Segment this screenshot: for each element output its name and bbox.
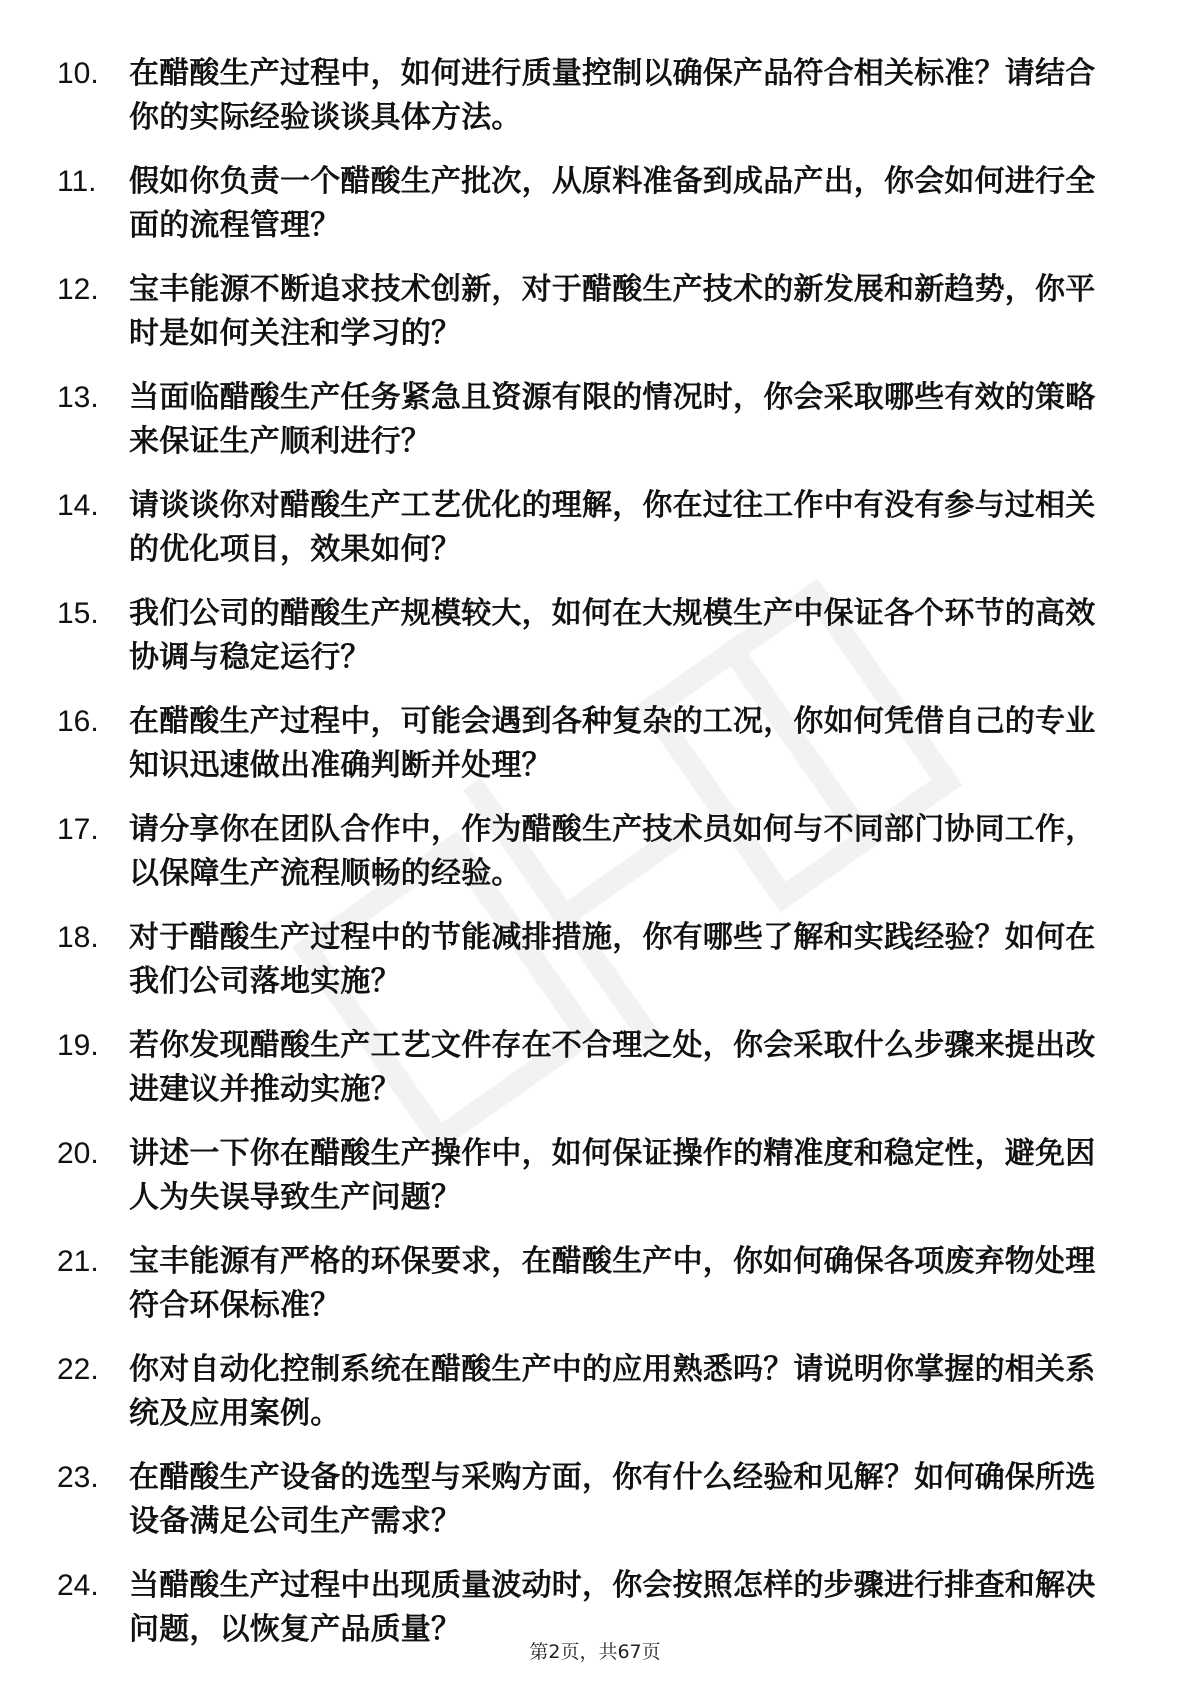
question-list <box>57 52 1117 1672</box>
question-item <box>57 808 1117 896</box>
question-number: 10. <box>57 57 99 90</box>
question-text: 对于醋酸生产过程中的节能减排措施，你有哪些了解和实践经验？如何在我们公司落地实施？ <box>129 920 1096 999</box>
question-number: 13. <box>57 381 99 414</box>
question-number: 16. <box>57 705 99 738</box>
question-item <box>57 1348 1117 1436</box>
question-number: 11. <box>57 165 97 198</box>
question-text: 宝丰能源不断追求技术创新，对于醋酸生产技术的新发展和新趋势，你平时是如何关注和学习的？ <box>129 272 1096 351</box>
question-text: 若你发现醋酸生产工艺文件存在不合理之处，你会采取什么步骤来提出改进建议并推动实施？ <box>129 1028 1096 1107</box>
question-number: 18. <box>57 921 99 954</box>
question-item <box>57 700 1117 788</box>
question-number: 24. <box>57 1569 99 1602</box>
question-text: 当醋酸生产过程中出现质量波动时，你会按照怎样的步骤进行排查和解决问题，以恢复产品质量？ <box>129 1568 1096 1647</box>
question-text: 在醋酸生产过程中，可能会遇到各种复杂的工况，你如何凭借自己的专业知识迅速做出准确判断并处理？ <box>129 704 1096 783</box>
question-text: 请谈谈你对醋酸生产工艺优化的理解，你在过往工作中有没有参与过相关的优化项目，效果如何？ <box>129 488 1096 567</box>
page-number: 第2页，共67页 <box>529 1641 661 1663</box>
question-number: 19. <box>57 1029 99 1062</box>
question-text: 我们公司的醋酸生产规模较大，如何在大规模生产中保证各个环节的高效协调与稳定运行？ <box>129 596 1096 675</box>
question-text: 假如你负责一个醋酸生产批次，从原料准备到成品产出，你会如何进行全面的流程管理？ <box>129 164 1096 243</box>
question-item <box>57 268 1117 356</box>
question-item <box>57 52 1117 140</box>
question-text: 当面临醋酸生产任务紧急且资源有限的情况时，你会采取哪些有效的策略来保证生产顺利进行？ <box>129 380 1096 459</box>
question-item <box>57 160 1117 248</box>
question-item <box>57 1132 1117 1220</box>
question-number: 17. <box>57 813 99 846</box>
question-item <box>57 916 1117 1004</box>
question-number: 23. <box>57 1461 99 1494</box>
question-item <box>57 484 1117 572</box>
question-text: 你对自动化控制系统在醋酸生产中的应用熟悉吗？请说明你掌握的相关系统及应用案例。 <box>129 1352 1096 1431</box>
question-number: 21. <box>57 1245 99 1278</box>
question-text: 讲述一下你在醋酸生产操作中，如何保证操作的精准度和稳定性，避免因人为失误导致生产问题？ <box>129 1136 1096 1215</box>
question-text: 请分享你在团队合作中，作为醋酸生产技术员如何与不同部门协同工作，以保障生产流程顺畅的经验。 <box>129 812 1096 891</box>
question-number: 20. <box>57 1137 99 1170</box>
question-item <box>57 1456 1117 1544</box>
question-text: 宝丰能源有严格的环保要求，在醋酸生产中，你如何确保各项废弃物处理符合环保标准？ <box>129 1244 1096 1323</box>
question-number: 14. <box>57 489 99 522</box>
question-item <box>57 1240 1117 1328</box>
question-number: 15. <box>57 597 99 630</box>
question-text: 在醋酸生产过程中，如何进行质量控制以确保产品符合相关标准？请结合你的实际经验谈谈具体方法。 <box>129 56 1096 135</box>
question-number: 22. <box>57 1353 99 1386</box>
question-text: 在醋酸生产设备的选型与采购方面，你有什么经验和见解？如何确保所选设备满足公司生产需求？ <box>129 1460 1096 1539</box>
question-item <box>57 592 1117 680</box>
question-item <box>57 1024 1117 1112</box>
question-number: 12. <box>57 273 99 306</box>
question-item <box>57 376 1117 464</box>
